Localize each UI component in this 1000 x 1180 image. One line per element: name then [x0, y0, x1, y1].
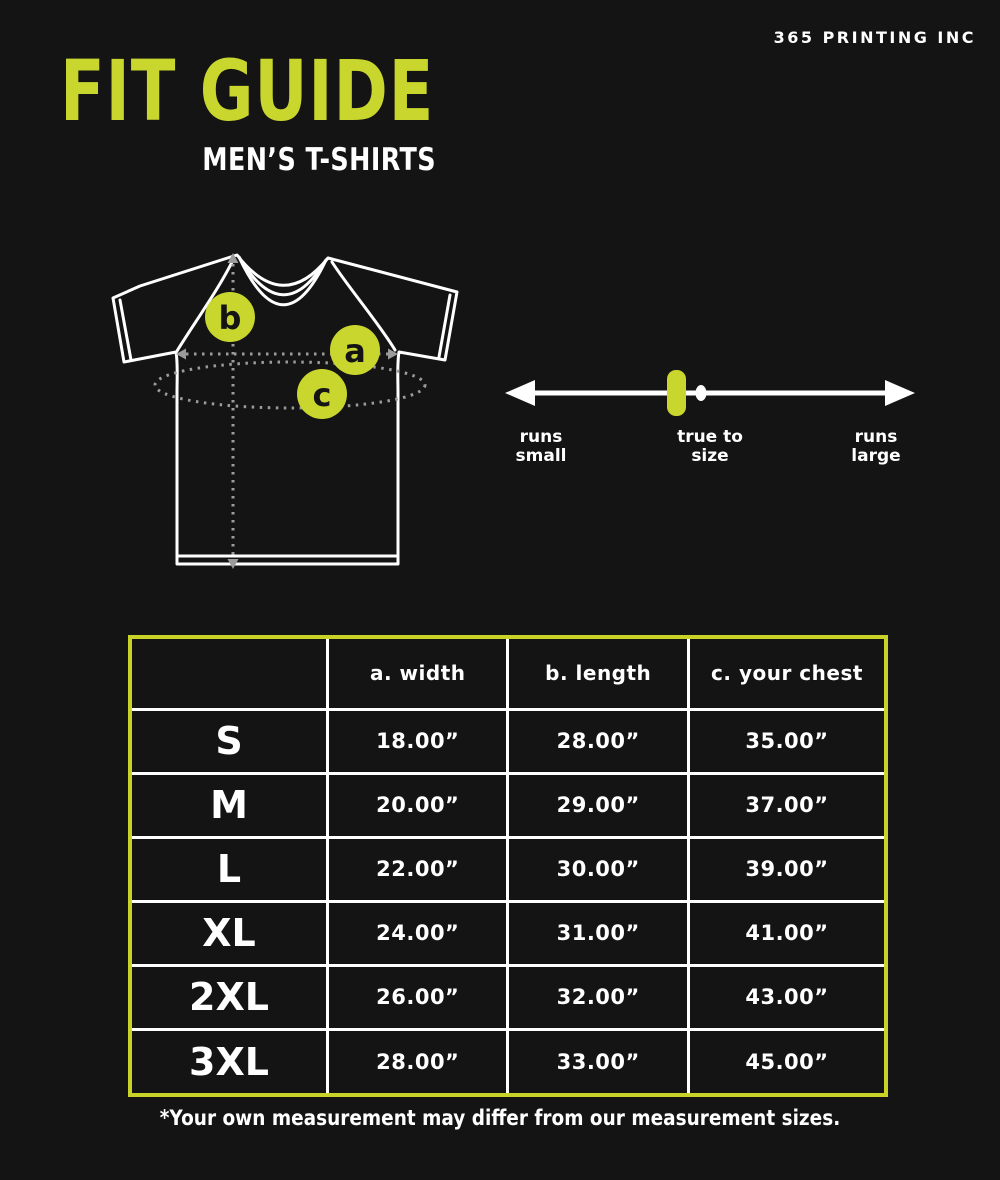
marker-c — [297, 369, 347, 419]
length-cell: 30.00” — [508, 837, 688, 901]
svg-text:b: b — [218, 299, 242, 337]
arrow-right-icon — [885, 380, 915, 406]
size-cell: 2XL — [132, 965, 328, 1029]
chest-column-header: c. your chest — [688, 639, 884, 709]
svg-text:c: c — [312, 376, 332, 414]
chest-cell: 45.00” — [688, 1029, 884, 1093]
width-cell: 18.00” — [328, 709, 508, 773]
size-cell: 3XL — [132, 1029, 328, 1093]
measurement-disclaimer: *Your own measurement may differ from our measurement sizes. — [159, 1106, 841, 1130]
table-row — [132, 773, 884, 837]
size-table — [128, 635, 888, 1097]
title-block — [60, 42, 436, 178]
size-cell: M — [132, 773, 328, 837]
chest-cell: 35.00” — [688, 709, 884, 773]
width-cell: 22.00” — [328, 837, 508, 901]
page-title: FIT GUIDE — [60, 42, 435, 140]
length-cell: 33.00” — [508, 1029, 688, 1093]
fit-scale-icon — [505, 368, 915, 418]
table-row — [132, 837, 884, 901]
chest-cell: 41.00” — [688, 901, 884, 965]
table-row — [132, 1029, 884, 1093]
scale-indicator — [667, 370, 686, 416]
length-column-header: b. length — [508, 639, 688, 709]
tshirt-diagram-icon — [100, 232, 470, 577]
page-subtitle: MEN’S T-SHIRTS — [202, 141, 436, 178]
length-cell: 29.00” — [508, 773, 688, 837]
true-to-size-label: true to size — [677, 427, 743, 466]
width-cell: 26.00” — [328, 965, 508, 1029]
chest-cell: 43.00” — [688, 965, 884, 1029]
length-cell: 31.00” — [508, 901, 688, 965]
table-row — [132, 901, 884, 965]
measurement-guides — [155, 253, 425, 569]
svg-text:a: a — [344, 332, 366, 370]
brand-name: 365 PRINTING INC — [773, 28, 976, 47]
runs-large-label: runs large — [851, 427, 901, 466]
marker-b — [205, 292, 255, 342]
length-cell: 28.00” — [508, 709, 688, 773]
chest-cell: 39.00” — [688, 837, 884, 901]
runs-small-label: runs small — [515, 427, 567, 466]
width-column-header: a. width — [328, 639, 508, 709]
length-cell: 32.00” — [508, 965, 688, 1029]
table-row — [132, 965, 884, 1029]
width-cell: 20.00” — [328, 773, 508, 837]
scale-center-dot — [696, 385, 707, 401]
marker-a — [330, 325, 380, 375]
size-cell: S — [132, 709, 328, 773]
width-cell: 24.00” — [328, 901, 508, 965]
arrow-left-icon — [505, 380, 535, 406]
size-cell: L — [132, 837, 328, 901]
size-cell: XL — [132, 901, 328, 965]
chest-cell: 37.00” — [688, 773, 884, 837]
size-column-header — [132, 639, 328, 709]
fit-scale-labels — [505, 428, 915, 488]
table-header-row — [132, 639, 884, 709]
tshirt-outline — [113, 255, 457, 564]
table-row — [132, 709, 884, 773]
width-cell: 28.00” — [328, 1029, 508, 1093]
